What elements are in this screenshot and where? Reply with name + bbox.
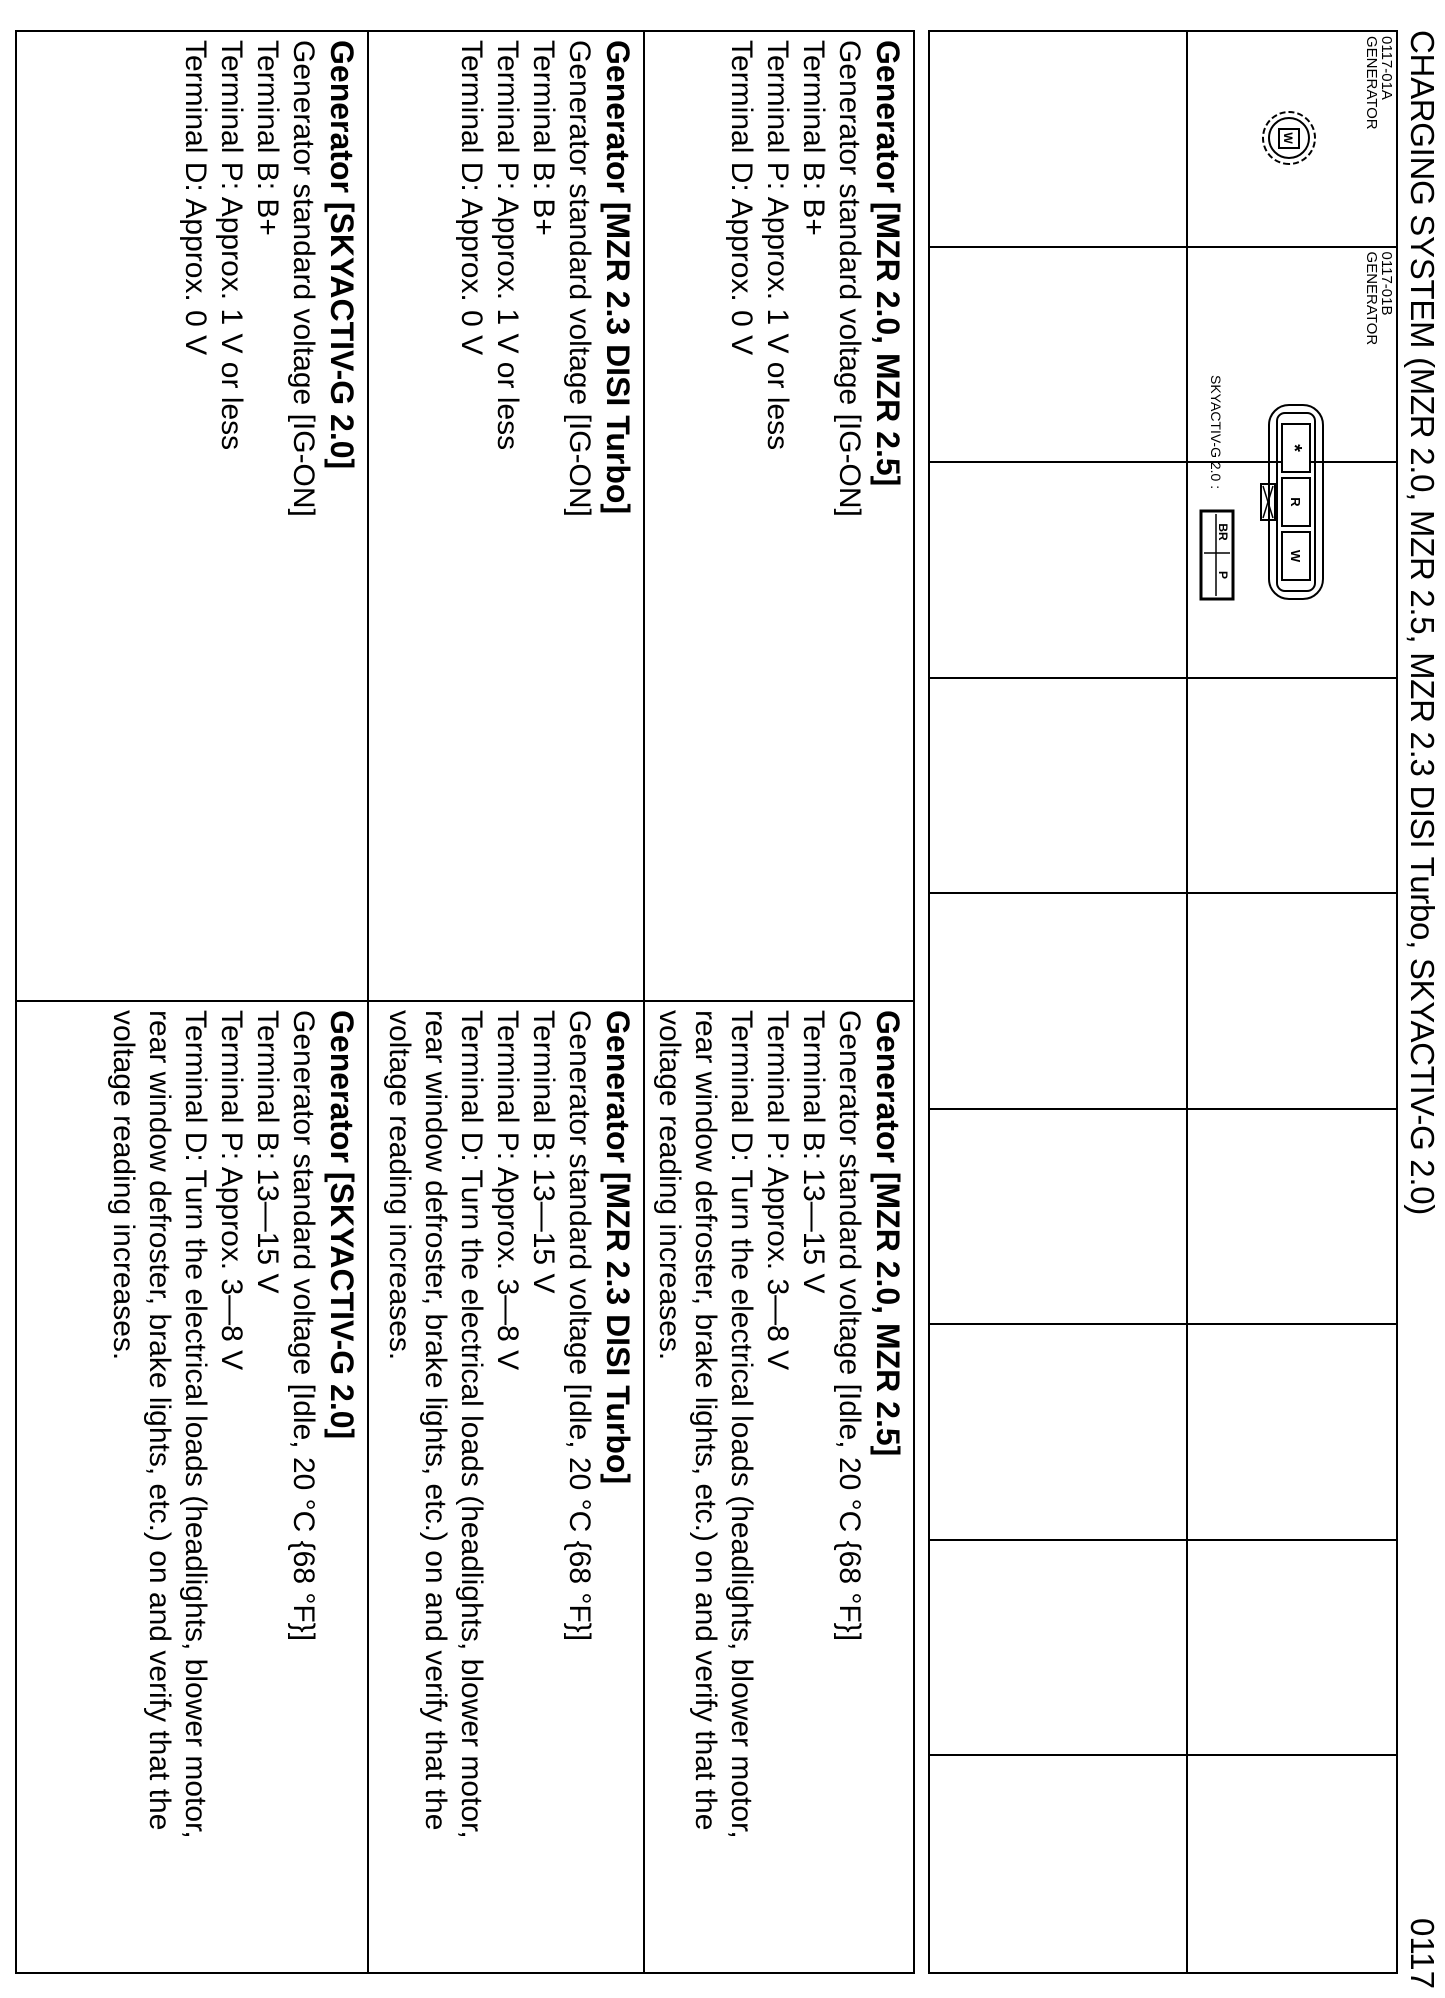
spec-line: Terminal B: 13—15 V (797, 1010, 830, 1294)
empty-connector-cell (930, 1325, 1186, 1541)
spec-line: Terminal D: Turn the electrical loads (headlights, blower motor, (179, 1010, 212, 1839)
spec-line: voltage reading increases. (383, 1010, 416, 1361)
single-pin-connector-diagram (1196, 32, 1396, 232)
spec-line: Terminal P: Approx. 1 V or less (215, 40, 248, 451)
empty-connector-cell (930, 32, 1186, 248)
connector-code-label: 0117-01B GENERATOR (1363, 251, 1395, 346)
empty-connector-cell (930, 1541, 1186, 1757)
spec-line: Terminal B: B+ (797, 40, 830, 236)
connector-pin-star: * (1283, 443, 1305, 452)
spec-line: Generator standard voltage [IG-ON] (287, 40, 320, 517)
empty-connector-cell (930, 248, 1186, 464)
connector-pin-w: W (1288, 549, 1303, 562)
spec-line: rear window defroster, brake lights, etc.) on and verify that the (419, 1010, 452, 1831)
spec-heading: Generator [MZR 2.0, MZR 2.5] (870, 1010, 906, 1457)
connector-code-label: 0117-01A GENERATOR (1363, 36, 1395, 130)
connector-cell-0117-01b (1186, 248, 1396, 579)
spec-heading: Generator [MZR 2.3 DISI Turbo] (600, 40, 636, 515)
empty-connector-cell (930, 894, 1186, 1110)
spec-line: Terminal B: B+ (527, 40, 560, 236)
empty-connector-cell (930, 1756, 1186, 1972)
spec-line: Terminal D: Approx. 0 V (725, 40, 758, 356)
spec-line: Terminal P: Approx. 1 V or less (761, 40, 794, 451)
empty-connector-cell (1186, 463, 1396, 679)
variant-pin-br: BR (1216, 522, 1230, 541)
empty-connector-cell (930, 1110, 1186, 1326)
spec-line: Terminal P: Approx. 3—8 V (491, 1010, 524, 1371)
spec-line: Generator standard voltage [Idle, 20 °C {68 °F}] (287, 1010, 320, 1642)
spec-cell-idle-disi (367, 1002, 643, 1972)
variant-label: SKYACTIV-G 2.0 : (1208, 374, 1224, 489)
spec-heading: Generator [SKYACTIV-G 2.0] (324, 40, 360, 470)
spec-cell-ig-on-disi (367, 32, 643, 1002)
empty-connector-cell (1186, 679, 1396, 895)
spec-line: Terminal D: Approx. 0 V (179, 40, 212, 356)
connector-grid (928, 30, 1398, 1974)
empty-connector-cell (930, 463, 1186, 679)
spec-line: Generator standard voltage [Idle, 20 °C {68 °F}] (563, 1010, 596, 1642)
spec-line: Terminal B: B+ (251, 40, 284, 236)
spec-cell-idle-mzr (643, 1002, 913, 1972)
variant-pin-p: P (1216, 570, 1230, 579)
spec-line: Terminal B: 13—15 V (251, 1010, 284, 1294)
empty-connector-cell (1186, 1110, 1396, 1326)
connector-pin-w: W (1281, 132, 1295, 144)
spec-line: voltage reading increases. (653, 1010, 686, 1361)
spec-heading: Generator [MZR 2.0, MZR 2.5] (870, 40, 906, 487)
spec-line: Terminal P: Approx. 3—8 V (215, 1010, 248, 1371)
spec-line: rear window defroster, brake lights, etc.) on and verify that the (143, 1010, 176, 1831)
spec-line: Generator standard voltage [Idle, 20 °C {68 °F}] (833, 1010, 866, 1642)
page-number: 0117 (1404, 1918, 1441, 1989)
spec-line: Terminal D: Approx. 0 V (455, 40, 488, 356)
spec-cell-ig-on-mzr (643, 32, 913, 1002)
empty-connector-cell (1186, 1541, 1396, 1757)
spec-line: rear window defroster, brake lights, etc.) on and verify that the (689, 1010, 722, 1831)
spec-line: Generator standard voltage [IG-ON] (833, 40, 866, 517)
spec-line: Generator standard voltage [IG-ON] (563, 40, 596, 517)
empty-connector-cell (1186, 1325, 1396, 1541)
connector-cell-0117-01a (1186, 32, 1396, 248)
connector-pin-r: R (1288, 496, 1303, 507)
voltage-spec-table (15, 30, 915, 1974)
spec-cell-ig-on-skyactiv (17, 32, 367, 1002)
spec-line: Terminal D: Turn the electrical loads (headlights, blower motor, (455, 1010, 488, 1839)
spec-line: Terminal P: Approx. 3—8 V (761, 1010, 794, 1371)
spec-line: Terminal D: Turn the electrical loads (headlights, blower motor, (725, 1010, 758, 1839)
empty-connector-cell (1186, 1756, 1396, 1972)
spec-line: Terminal P: Approx. 1 V or less (491, 40, 524, 451)
empty-connector-cell (930, 679, 1186, 895)
spec-line: Terminal B: 13—15 V (527, 1010, 560, 1294)
spec-heading: Generator [MZR 2.3 DISI Turbo] (600, 1010, 636, 1485)
spec-heading: Generator [SKYACTIV-G 2.0] (324, 1010, 360, 1440)
empty-connector-cell (1186, 894, 1396, 1110)
spec-line: voltage reading increases. (107, 1010, 140, 1361)
page-title: CHARGING SYSTEM (MZR 2.0, MZR 2.5, MZR 2.3 DISI Turbo, SKYACTIV-G 2.0) (1404, 30, 1441, 1215)
spec-cell-idle-skyactiv (17, 1002, 367, 1972)
